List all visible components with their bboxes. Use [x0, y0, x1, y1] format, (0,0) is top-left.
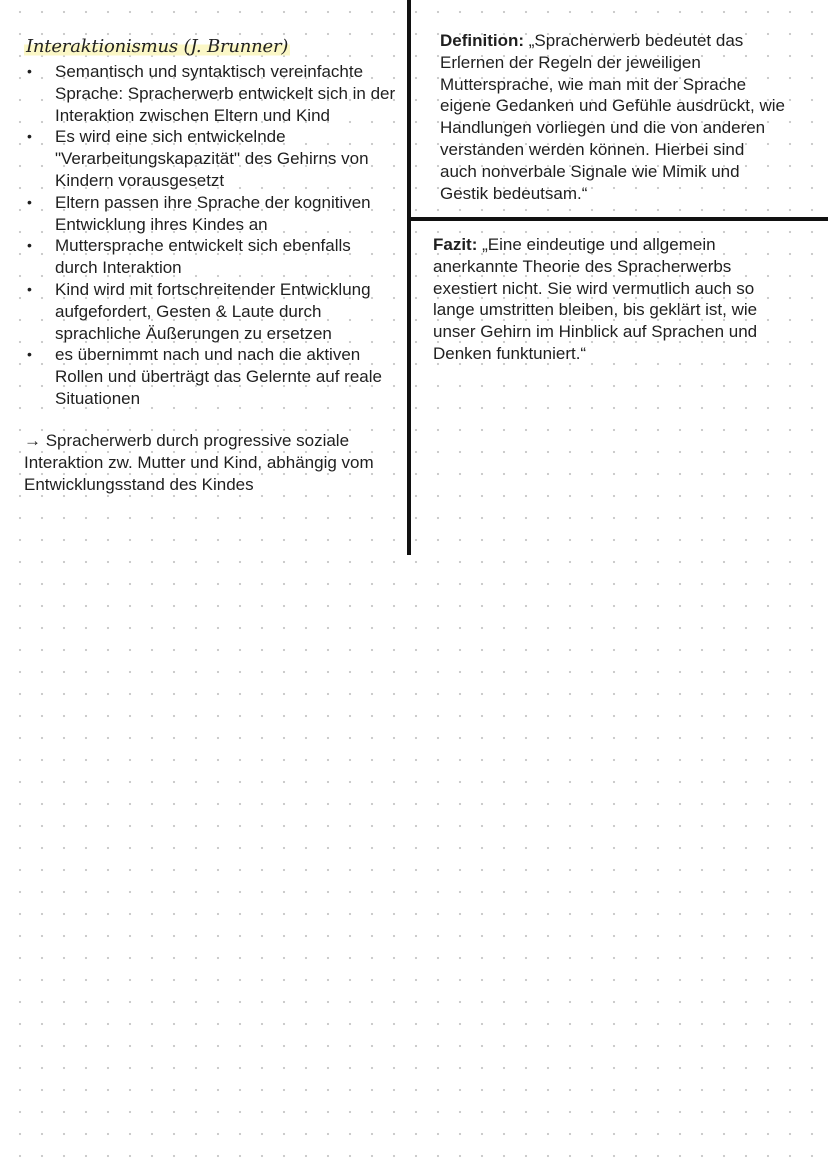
list-item: • Kind wird mit fortschreitender Entwicklung aufgefordert, Gesten & Laute durch sprachliche Äußerungen zu ersetzen — [24, 279, 396, 344]
definition-label: Definition: — [440, 31, 525, 50]
definition-section — [440, 30, 785, 204]
section-title: Interaktionismus (J. Brunner) — [26, 36, 289, 57]
list-item: • es übernimmt nach und nach die aktiven Rollen und überträgt das Gelernte auf reale Situationen — [24, 344, 396, 409]
definition-text: „Spracherwerb bedeutet das Erlernen der Regeln der jeweiligen Muttersprache, wie man mit der Sprache eigene Gedanken und Gefühle ausdrückt, wie Handlungen vorliegen und die von anderen verstanden werden können. Hierbei sind auch nonverbale Signale wie Mimik und Gestik bedeutsam.“ — [440, 31, 785, 203]
vertical-divider — [407, 0, 411, 555]
horizontal-divider — [409, 217, 828, 221]
list-item: • Eltern passen ihre Sprache der kognitiven Entwicklung ihres Kindes an — [24, 192, 396, 236]
bullet-list — [24, 61, 396, 410]
list-item: • Semantisch und syntaktisch vereinfachte Sprache: Spracherwerb entwickelt sich in der Interaktion zwischen Eltern und Kind — [24, 61, 396, 126]
fazit-label: Fazit: — [433, 235, 478, 254]
fazit-section — [433, 234, 785, 365]
list-item: • Es wird eine sich entwickelnde "Verarbeitungskapazität" des Gehirns von Kindern vorausgesetzt — [24, 126, 396, 191]
list-item: • Muttersprache entwickelt sich ebenfalls durch Interaktion — [24, 235, 396, 279]
interaktionismus-section — [24, 36, 396, 513]
fazit-text: „Eine eindeutige und allgemein anerkannte Theorie des Spracherwerbs exestiert nicht. Sie wird vermutlich auch so lange umstritten bleiben, bis geklärt ist, wie unser Gehirn im Hinblick auf Sprachen und Denken funktuniert.“ — [433, 235, 758, 363]
conclusion-text: → Spracherwerb durch progressive soziale Interaktion zw. Mutter und Kind, abhängig vom Entwicklungsstand des Kindes — [24, 430, 374, 494]
